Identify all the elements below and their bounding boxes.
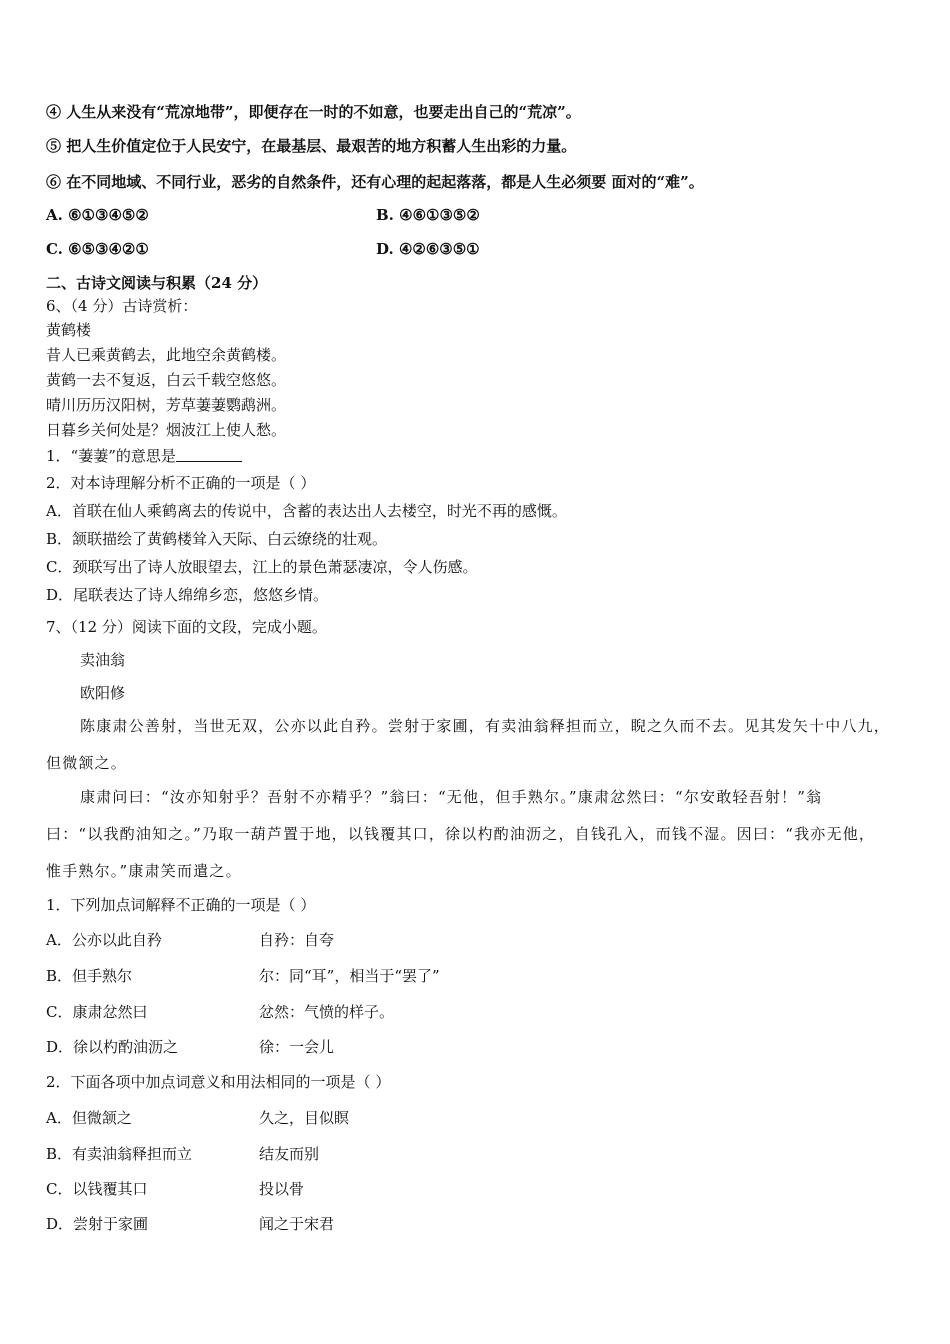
statement-5: ⑤ 把人生价值定位于人民安宁，在最基层、最艰苦的地方积蓄人生出彩的力量。 — [46, 137, 577, 155]
q7-sub1-gloss: 尔：同“耳”，相当于“罢了” — [259, 967, 440, 985]
poem-line: 日暮乡关何处是？烟波江上使人愁。 — [46, 421, 287, 439]
poem-line: 晴川历历汉阳树，芳草萋萋鹦鹉洲。 — [46, 396, 287, 414]
statement-4: ④ 人生从来没有“荒凉地带”，即便存在一时的不如意，也要走出自己的“荒凉”。 — [46, 103, 581, 121]
q7-header: 7、（12 分）阅读下面的文段，完成小题。 — [46, 618, 327, 636]
q7-sub2-row: D．尝射于家圃 — [46, 1215, 149, 1233]
q7-sub2-compare: 闻之于宋君 — [259, 1215, 335, 1233]
q7-sub1-row: B．但手熟尔 — [46, 967, 133, 985]
answer-blank[interactable] — [176, 447, 242, 462]
q7-sub2-compare: 投以骨 — [259, 1180, 305, 1198]
q7-sub2: 2．下面各项中加点词意义和用法相同的一项是（ ） — [46, 1073, 391, 1091]
q7-sub1-gloss: 徐：一会儿 — [259, 1038, 335, 1056]
q7-sub2-compare: 久之，目似瞑 — [259, 1109, 350, 1127]
q7-sub2-row: C．以钱覆其口 — [46, 1180, 148, 1198]
passage-line: 曰：“以我酌油知之。”乃取一葫芦置于地，以钱覆其口，徐以杓酌油沥之，自钱孔入，而钱不湿。因曰：“我亦无他， — [46, 825, 876, 843]
q6-option: B．颔联描绘了黄鹤楼耸入天际、白云缭绕的壮观。 — [46, 530, 388, 548]
q6-header: 6、（4 分）古诗赏析： — [46, 297, 198, 315]
poem-title: 黄鹤楼 — [46, 321, 92, 339]
q6-option: D．尾联表达了诗人绵绵乡恋，悠悠乡情。 — [46, 586, 329, 604]
q5-option-d: D. ④②⑥③⑤① — [376, 240, 480, 258]
passage-line: 但微颔之。 — [46, 754, 128, 772]
passage-line: 惟手熟尔。”康肃笑而遣之。 — [46, 862, 242, 880]
passage-line: 康肃问曰：“汝亦知射乎？吾射不亦精乎？”翁曰：“无他，但手熟尔。”康肃忿然曰：“尔安敢轻吾射！”翁 — [80, 788, 823, 806]
q5-option-b: B. ④⑥①③⑤② — [376, 206, 480, 224]
q7-sub1-row: A．公亦以此自矜 — [46, 931, 162, 949]
q6-option: A．首联在仙人乘鹤离去的传说中，含蓄的表达出人去楼空，时光不再的感慨。 — [46, 502, 567, 520]
q7-sub1: 1．下列加点词解释不正确的一项是（ ） — [46, 896, 316, 914]
poem-line: 昔人已乘黄鹤去，此地空余黄鹤楼。 — [46, 346, 287, 364]
q5-option-c: C. ⑥⑤③④②① — [46, 240, 149, 258]
q5-option-a: A. ⑥①③④⑤② — [46, 206, 149, 224]
passage-line: 陈康肃公善射，当世无双，公亦以此自矜。尝射于家圃，有卖油翁释担而立，睨之久而不去。见其发矢十中八九， — [80, 717, 891, 735]
q7-sub1-gloss: 自矜：自夸 — [259, 931, 335, 949]
q7-sub2-row: B．有卖油翁释担而立 — [46, 1145, 193, 1163]
poem-line: 黄鹤一去不复返，白云千载空悠悠。 — [46, 371, 287, 389]
q6-sub2: 2．对本诗理解分析不正确的一项是（ ） — [46, 474, 316, 492]
q6-sub1: 1．“萋萋”的意思是 — [46, 446, 242, 466]
q6-option: C．颈联写出了诗人放眼望去，江上的景色萧瑟凄凉，令人伤感。 — [46, 558, 478, 576]
statement-6: ⑥ 在不同地域、不同行业，恶劣的自然条件，还有心理的起起落落，都是人生必须要 面对的“难”。 — [46, 173, 704, 191]
q7-sub2-row: A．但微颔之 — [46, 1109, 132, 1127]
q7-sub1-gloss: 忿然：气愤的样子。 — [259, 1003, 395, 1021]
q7-sub2-compare: 结友而别 — [259, 1145, 320, 1163]
section-title: 二、古诗文阅读与积累（24 分） — [46, 274, 268, 292]
q7-sub1-row: C．康肃忿然曰 — [46, 1003, 148, 1021]
passage-title: 卖油翁 — [80, 651, 126, 669]
passage-author: 欧阳修 — [80, 684, 126, 702]
q7-sub1-row: D．徐以杓酌油沥之 — [46, 1038, 179, 1056]
